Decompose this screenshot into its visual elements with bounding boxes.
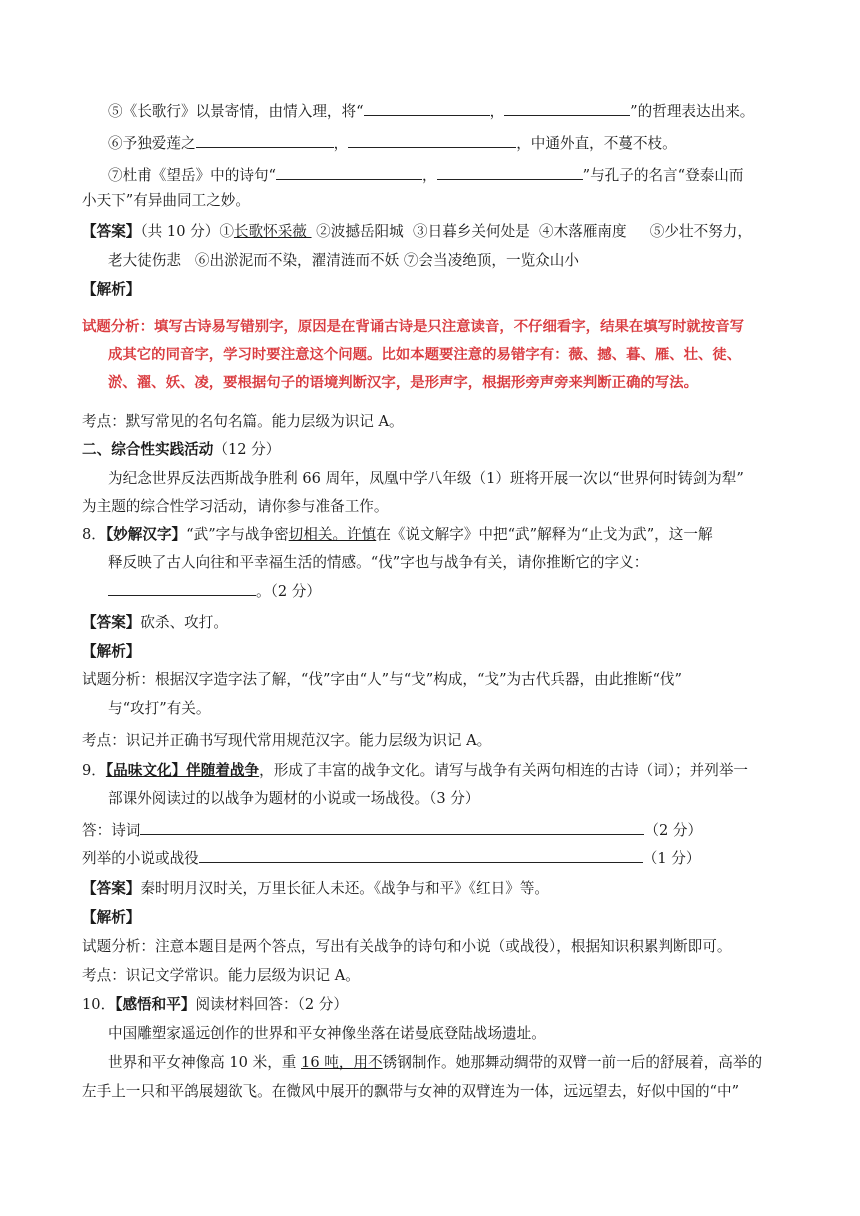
analysis-9: 试题分析：注意本题目是两个答点，写出有关战争的诗句和小说（或战役），根据知识积累判断即可。 (82, 938, 732, 955)
q6-line: ⑥予独爱莲之 ， ，中通外直，不蔓不枝。 (108, 135, 677, 152)
answer-blank[interactable] (196, 133, 334, 148)
q9-poem-answer: 答：诗词 （2 分） (82, 822, 703, 839)
analysis-8-label: 【解析】 (82, 643, 141, 660)
q9-novel-answer: 列举的小说或战役 （1 分） (82, 850, 701, 867)
analysis-red-line2: 成其它的同音字，学习时要注意这个问题。比如本题要注意的易错字有：薇、撼、暮、雁、壮、徒、 (108, 347, 742, 363)
section-2-heading: 二、综合性实践活动（12 分） (82, 441, 281, 458)
kaodian-9: 考点：识记文学常识。能力层级为识记 A。 (82, 967, 360, 984)
answer-1-line2: 老大徒伤悲 ⑥出淤泥而不染，濯清涟而不妖 ⑦会当凌绝顶，一览众山小 (108, 252, 579, 269)
material-para3: 左手上一只和平鸽展翅欲飞。在微风中展开的飘带与女神的双臂连为一体，远远望去，好似中国的“中” (82, 1083, 740, 1100)
answer-blank[interactable] (348, 133, 516, 148)
kaodian-1: 考点：默写常见的名句名篇。能力层级为识记 A。 (82, 413, 404, 430)
analysis-8-line1: 试题分析：根据汉字造字法了解，“伐”字由“人”与“戈”构成，“戈”为古代兵器，由此推断“伐” (82, 671, 682, 688)
novel-answer-blank[interactable] (199, 848, 643, 863)
poem-answer-blank[interactable] (140, 820, 644, 835)
analysis-label: 【解析】 (82, 281, 141, 298)
answer-blank[interactable] (364, 101, 490, 116)
material-para2: 世界和平女神像高 10 米，重 16 吨，用不锈钢制作。她那舞动绸带的双臂一前一后的舒展着，高举的 (108, 1054, 763, 1071)
analysis-red-line3: 淤、濯、妖、凌，要根据句子的语境判断汉字，是形声字，根据形旁声旁来判断正确的写法。 (108, 375, 699, 391)
q9-line1: 9．【品味文化】伴随着战争，形成了丰富的战争文化。请写与战争有关两句相连的古诗（词）；并列举一 (82, 762, 749, 779)
q8-line1: 8．【妙解汉字】“武”字与战争密切相关。许慎在《说文解字》中把“武”解释为“止戈为武”，这一解 (82, 526, 713, 543)
analysis-9-label: 【解析】 (82, 909, 141, 926)
answer-8: 【答案】砍杀、攻打。 (82, 614, 228, 631)
analysis-8-line2: 与“攻打”有关。 (108, 700, 211, 717)
answer-blank[interactable] (504, 101, 630, 116)
answer-blank[interactable] (276, 165, 422, 180)
intro-line1: 为纪念世界反法西斯战争胜利 66 周年，凤凰中学八年级（1）班将开展一次以“世界何时铸剑为犁” (108, 470, 744, 487)
q5-line: ⑤《长歌行》以景寄情，由情入理，将“ ， ”的哲理表达出来。 (108, 103, 755, 120)
q8-line3: 。（2 分） (108, 581, 321, 602)
q10-line1: 10．【感悟和平】阅读材料回答：（2 分） (82, 996, 348, 1013)
q7-line: ⑦杜甫《望岳》中的诗句“ ， ”与孔子的名言“登泰山而 (108, 167, 744, 184)
q7-line2: 小天下”有异曲同工之妙。 (82, 192, 250, 209)
q9-line2: 部课外阅读过的以战争为题材的小说或一场战役。（3 分） (108, 790, 480, 807)
answer-blank[interactable] (437, 165, 583, 180)
answer-9: 【答案】秦时明月汉时关，万里长征人未还。《战争与和平》《红日》等。 (82, 880, 550, 897)
kaodian-8: 考点：识记并正确书写现代常用规范汉字。能力层级为识记 A。 (82, 732, 492, 749)
material-para1: 中国雕塑家遥远创作的世界和平女神像坐落在诺曼底登陆战场遗址。 (108, 1025, 546, 1042)
analysis-red-line1: 试题分析：填写古诗易写错别字，原因是在背诵古诗是只注意读音，不仔细看字，结果在填写时就按音写 (82, 319, 744, 335)
answer-blank[interactable] (108, 581, 256, 596)
q8-line2: 释反映了古人向往和平幸福生活的情感。“伐”字也与战争有关，请你推断它的字义： (108, 554, 649, 571)
intro-line2: 为主题的综合性学习活动，请你参与准备工作。 (82, 498, 389, 515)
answer-1: 【答案】（共 10 分）①长歌怀采薇 ②波撼岳阳城 ③日暮乡关何处是 ④木落雁南度 ⑤少壮不努力， (82, 223, 752, 240)
